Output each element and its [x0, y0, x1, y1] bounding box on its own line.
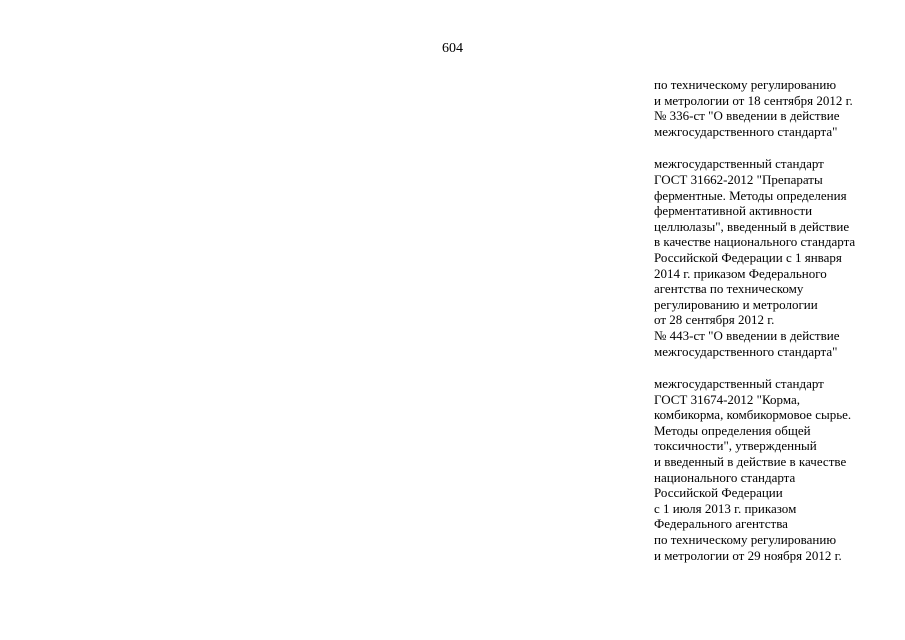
text-line: комбикорма, комбикормовое сырье. — [654, 407, 852, 423]
text-line: ферментные. Методы определения — [654, 187, 847, 203]
text-line: межгосударственный стандарт — [654, 156, 824, 172]
text-line: ферментативной активности — [654, 203, 813, 219]
text-line: Российской Федерации с 1 января — [654, 249, 842, 265]
text-line: по техническому регулированию — [654, 532, 837, 548]
text-line: № 336-ст "О введении в действие — [654, 108, 840, 124]
text-line: по техническому регулированию — [654, 77, 837, 92]
text-line: № 443-ст "О введении в действие — [654, 327, 840, 343]
page-number: 604 — [442, 41, 463, 56]
text-line: с 1 июля 2013 г. приказом — [654, 500, 797, 516]
text-line: национального стандарта — [654, 469, 796, 485]
text-line: регулированию и метрологии — [654, 296, 818, 312]
text-line: ГОСТ 31662-2012 "Препараты — [654, 171, 823, 187]
text-line: агентства по техническому — [654, 281, 804, 297]
text-line: и метрологии от 29 ноября 2012 г. — [654, 547, 842, 563]
text-line: 2014 г. приказом Федерального — [654, 265, 827, 281]
text-line: Методы определения общей — [654, 422, 811, 438]
paragraph-1 — [654, 77, 899, 139]
text-line: межгосударственный стандарт — [654, 376, 824, 392]
text-line: в качестве национального стандарта — [654, 234, 856, 250]
text-line: Федерального агентства — [654, 516, 788, 532]
text-line: целлюлазы", введенный в действие — [654, 218, 850, 234]
text-line: токсичности", утвержденный — [654, 438, 817, 454]
paragraph-2 — [654, 156, 899, 359]
text-line: межгосударственного стандарта" — [654, 343, 838, 359]
text-line: и введенный в действие в качестве — [654, 454, 847, 470]
text-line: от 28 сентября 2012 г. — [654, 312, 775, 328]
text-line: межгосударственного стандарта" — [654, 123, 838, 139]
document-text-column — [654, 77, 899, 580]
paragraph-3 — [654, 376, 899, 563]
text-line: Российской Федерации — [654, 485, 783, 501]
text-line: ГОСТ 31674-2012 "Корма, — [654, 391, 800, 407]
text-line: и метрологии от 18 сентября 2012 г. — [654, 92, 853, 108]
